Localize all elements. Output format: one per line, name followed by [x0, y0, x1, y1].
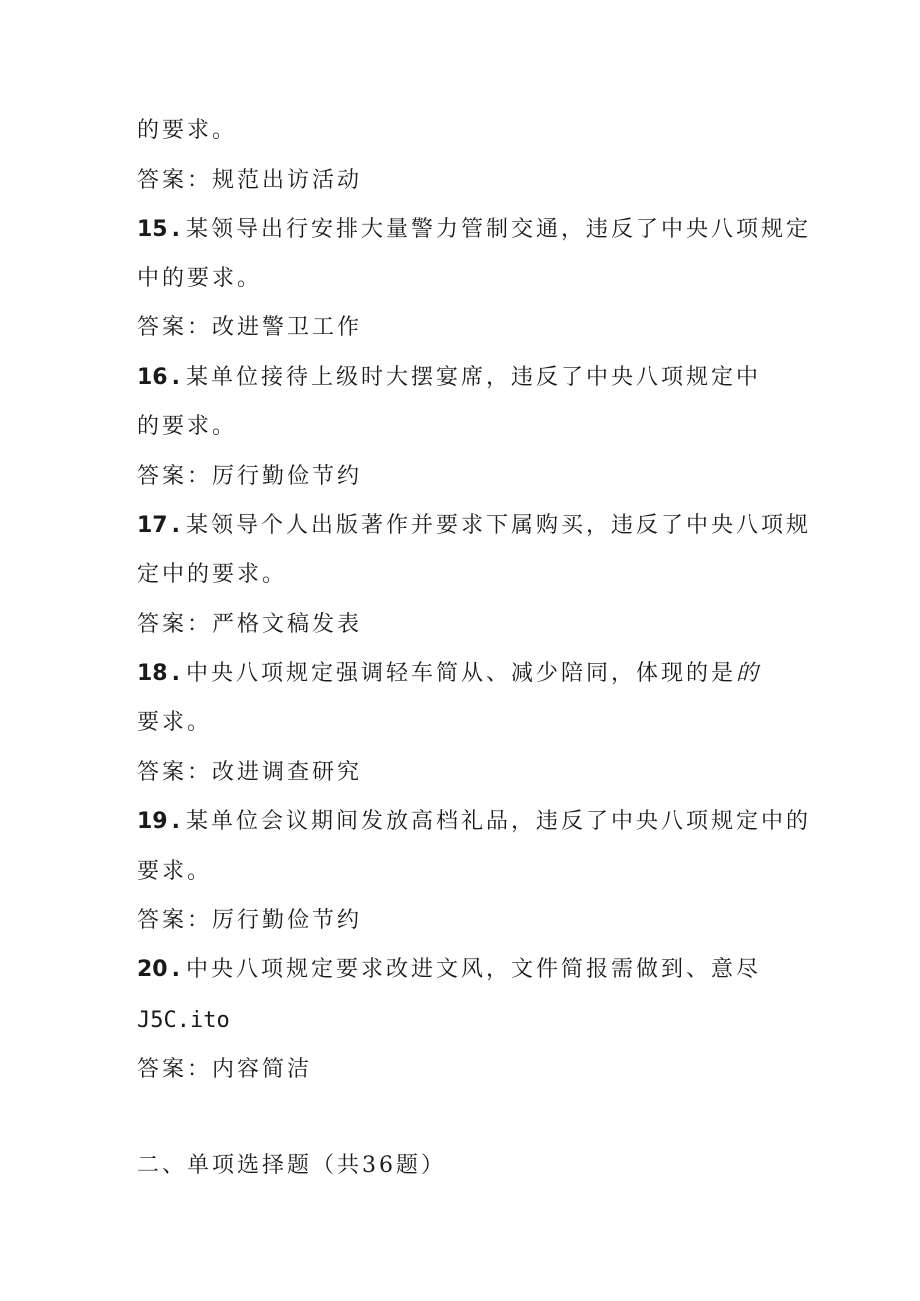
text-line: 要求。 [137, 859, 213, 884]
question-15: 15 . 某领导出行安排大量警力管制交通，违反了中央八项规定 [137, 217, 811, 242]
question-18: 18 . 中央八项规定强调轻车简从、减少陪同，体现的是的 [137, 661, 762, 686]
question-20: 20 . 中央八项规定要求改进文风，文件简报需做到、意尽 [137, 957, 761, 982]
answer-line: 答案：厉行勤俭节约 [137, 908, 363, 933]
question-number: 19 [137, 809, 168, 834]
answer-line: 答案：严格文稿发表 [137, 612, 363, 637]
question-number: 20 [137, 957, 168, 982]
text-line: 要求。 [137, 710, 213, 735]
answer-line: 答案：规范出访活动 [137, 168, 363, 193]
section-title: 二、单项选择题（共36题） [137, 1153, 446, 1178]
answer-line: 答案：改进警卫工作 [137, 315, 363, 340]
question-19: 19 . 某单位会议期间发放高档礼品，违反了中央八项规定中的 [137, 809, 811, 834]
question-number: 18 [137, 661, 168, 686]
text-line: 中的要求。 [137, 266, 263, 291]
answer-line: 答案：改进调查研究 [137, 760, 363, 785]
text-line: 定中的要求。 [137, 562, 288, 587]
question-number: 16 [137, 365, 168, 390]
question-number: 15 [137, 217, 168, 242]
text-line: 的要求。 [137, 118, 238, 143]
text-line: J5C.ito [137, 1008, 230, 1033]
question-16: 16 . 某单位接待上级时大摆宴席，违反了中央八项规定中 [137, 365, 761, 390]
question-number: 17 [137, 513, 168, 538]
text-line: 的要求。 [137, 414, 238, 439]
answer-line: 答案：内容简洁 [137, 1057, 313, 1082]
answer-line: 答案：厉行勤俭节约 [137, 464, 363, 489]
question-17: 17 . 某领导个人出版著作并要求下属购买，违反了中央八项规 [137, 513, 811, 538]
